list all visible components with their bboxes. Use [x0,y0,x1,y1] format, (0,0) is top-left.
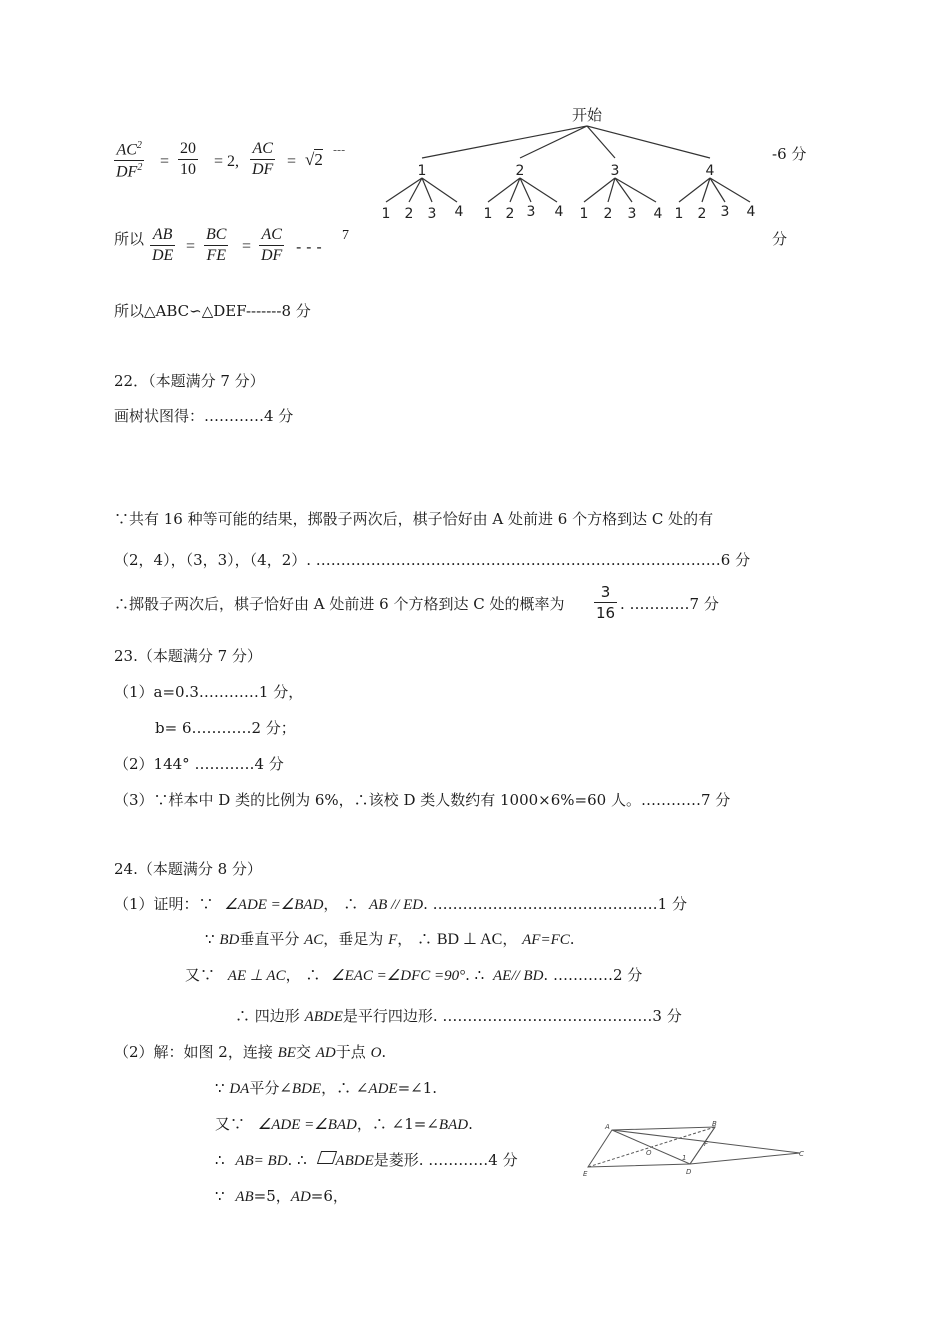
math: AC [304,932,324,948]
frac-num: 3 [600,583,611,601]
math: ∠ADE =∠BAD [257,1117,357,1133]
sqrt-icon: √2 [305,150,323,169]
tree-root-label: 开始 [571,106,603,124]
tree-leaf: 1 [483,206,493,222]
q22-score-7: . …………7 分 [620,595,719,613]
tree-leaf: 4 [554,204,564,220]
text: . [381,1043,387,1061]
point-label: 1 [682,1154,687,1162]
dash-leader: --- [333,143,346,157]
frac-num: BC [206,226,227,243]
q22-title: 22．（本题满分 7 分） [114,372,265,390]
text: ，∴ ∠ [321,1079,369,1097]
text: ， [502,930,518,948]
math: AB= BD [235,1153,288,1169]
text: ， ∴ [323,895,359,913]
point-label: F [704,1140,709,1148]
text: （2）解：如图 2，连接 [114,1043,273,1061]
so-prefix: 所以 [114,230,145,248]
point-label: A [605,1123,610,1131]
q22-outcomes-line: ∵共有 16 种等可能的结果，掷骰子两次后，棋子恰好由 A 处前进 6 个方格到达 C 处的有 [114,510,714,528]
text: 又∵ [215,1115,246,1133]
equals-sign: = [160,153,170,170]
math: AE// BD [493,968,544,984]
math: ADE [368,1081,398,1097]
text: （1）证明：∵ [114,895,214,913]
text: ， ∴ [397,930,433,948]
text: . ………………………………………1 分 [423,895,687,913]
tree-leaf: 1 [674,206,684,222]
frac-num: AB [152,226,173,243]
math: ABDE [335,1153,374,1169]
frac-num: AC [116,141,137,159]
math: BD ⊥ AC [436,931,503,948]
math: DA [229,1081,250,1097]
q24-proof-line-2 [205,928,575,949]
q23-line-a: （1）a=0.3…………1 分， [114,683,304,701]
text: ，垂足为 [323,930,384,948]
text: . ∴ [287,1151,307,1169]
point-label: B [712,1120,717,1128]
score-7-number: 7 [342,228,349,243]
math: ∠ADE =∠BAD [224,897,324,913]
q23-line-b: b= 6…………2 分； [155,719,296,737]
tree-leaf: 1 [381,206,391,222]
q24-part2-line-3 [215,1113,473,1134]
tree-diagram [370,100,770,230]
frac-den: DF [261,247,283,264]
tree-leaf: 4 [653,206,663,222]
q24-part2-line-5 [215,1185,348,1206]
fraction-ac-df-2 [259,226,284,265]
text: 是平行四边形. ……………………………………3 分 [342,1007,682,1025]
text: ∵ [215,1187,225,1205]
q23-line-angle: （2）144° …………4 分 [114,755,284,773]
text: ，∴ ∠1=∠ [356,1115,439,1133]
equals-sign: = [287,153,297,170]
q24-part2-line-1 [114,1041,386,1062]
exponent: 2 [137,162,143,174]
figure-lines [588,1127,800,1167]
q24-proof-line-3 [185,964,642,985]
tree-node: 1 [417,163,427,179]
math: AD [290,1189,311,1205]
frac-den: 10 [180,161,196,178]
text: =∠1. [397,1079,438,1097]
tree-leaf: 3 [720,204,730,220]
math: BDE [291,1081,322,1097]
tree-leaf: 2 [505,206,515,222]
text: . ∴ [465,966,485,984]
equals-two: = 2, [214,153,240,170]
equals-sign: = [186,238,196,255]
point-label: D [686,1168,692,1176]
q22-tree-step: 画树状图得：…………4 分 [114,407,294,425]
similar-conclusion: 所以△ABC∽△DEF-------8 分 [114,302,311,320]
math: AB // ED [368,897,424,913]
q24-part2-line-4 [215,1149,518,1170]
sqrt-value: 2 [314,150,323,169]
frac-num: 20 [180,140,196,157]
text: . …………2 分 [543,966,643,984]
exponent: 2 [136,140,142,151]
probability-fraction [594,583,617,622]
frac-num: AC [252,140,273,157]
q23-title: 23.（本题满分 7 分） [114,647,262,665]
text: . [468,1115,473,1133]
math: O [370,1045,382,1061]
frac-den: DE [152,247,174,264]
score-7-unit: 分 [772,230,788,248]
tree-leaf: 4 [746,204,756,220]
q24-proof-line-4 [235,1005,682,1026]
q24-proof-line-1 [114,893,687,914]
text: 交 [295,1043,311,1061]
tree-node: 2 [515,163,525,179]
frac-den: FE [206,247,226,264]
q22-pairs-line: （2，4），（3，3），（4，2）. ………………………………………………………………………6 分 [114,551,751,569]
math: ∠EAC =∠DFC =90° [331,968,466,984]
geometry-figure-2 [580,1118,810,1180]
text: ∵ [205,930,215,948]
math: ABDE [304,1009,343,1025]
q24-title: 24.（本题满分 8 分） [114,860,262,878]
tree-leaf: 3 [627,206,637,222]
tree-level1 [418,163,715,179]
frac-num: AC [261,226,282,243]
fraction-ab-de [150,226,175,265]
tree-leaf: 2 [404,206,414,222]
text: 又∵ [185,966,216,984]
math: AE ⊥ AC [227,968,286,984]
text: ∴ 四边形 [235,1007,300,1025]
text: 平分∠ [249,1079,292,1097]
q24-part2-line-2 [215,1077,437,1098]
math: BD [219,932,240,948]
fraction-ac2-df2 [114,140,144,182]
point-label: O [646,1149,652,1157]
frac-den: DF [116,163,138,181]
point-label: C [799,1150,804,1158]
text: =5， [253,1187,291,1205]
text: ∴ [215,1151,225,1169]
math: AB [235,1189,254,1205]
text: 于点 [335,1043,366,1061]
tree-leaf: 2 [697,206,707,222]
q22-probability-line: ∴掷骰子两次后，棋子恰好由 A 处前进 6 个方格到达 C 处的概率为 [114,595,565,613]
tree-leaf: 3 [427,206,437,222]
math: AD [315,1045,336,1061]
math: F [388,932,398,948]
frac-den: DF [252,161,274,178]
fraction-bc-fe [204,226,228,265]
text: =6， [310,1187,348,1205]
tree-leaf: 2 [603,206,613,222]
tree-leaf: 4 [454,204,464,220]
score-6: -6 分 [772,145,807,163]
fraction-20-10 [178,140,198,179]
tree-node: 3 [610,163,620,179]
math: BAD [438,1117,469,1133]
text: ∵ [215,1079,225,1097]
point-label: E [583,1170,588,1178]
tree-leaves [382,204,756,222]
q23-line-estimate: （3）∵样本中 D 类的比例为 6%，∴该校 D 类人数约有 1000×6%=60 人。…………7 分 [114,791,731,809]
text: . [569,930,575,948]
text: ， ∴ [285,966,321,984]
dash-leader: - - - [296,238,322,256]
tree-node: 4 [705,163,715,179]
math: AF=FC [522,932,570,948]
frac-den: 16 [596,604,616,622]
equals-sign: = [242,238,252,255]
fraction-ac-df [250,140,275,179]
text: 垂直平分 [239,930,300,948]
text: 是菱形. …………4 分 [373,1151,518,1169]
math: BE [277,1045,296,1061]
tree-leaf: 1 [579,206,589,222]
tree-edges [386,126,750,202]
tree-leaf: 3 [526,204,536,220]
